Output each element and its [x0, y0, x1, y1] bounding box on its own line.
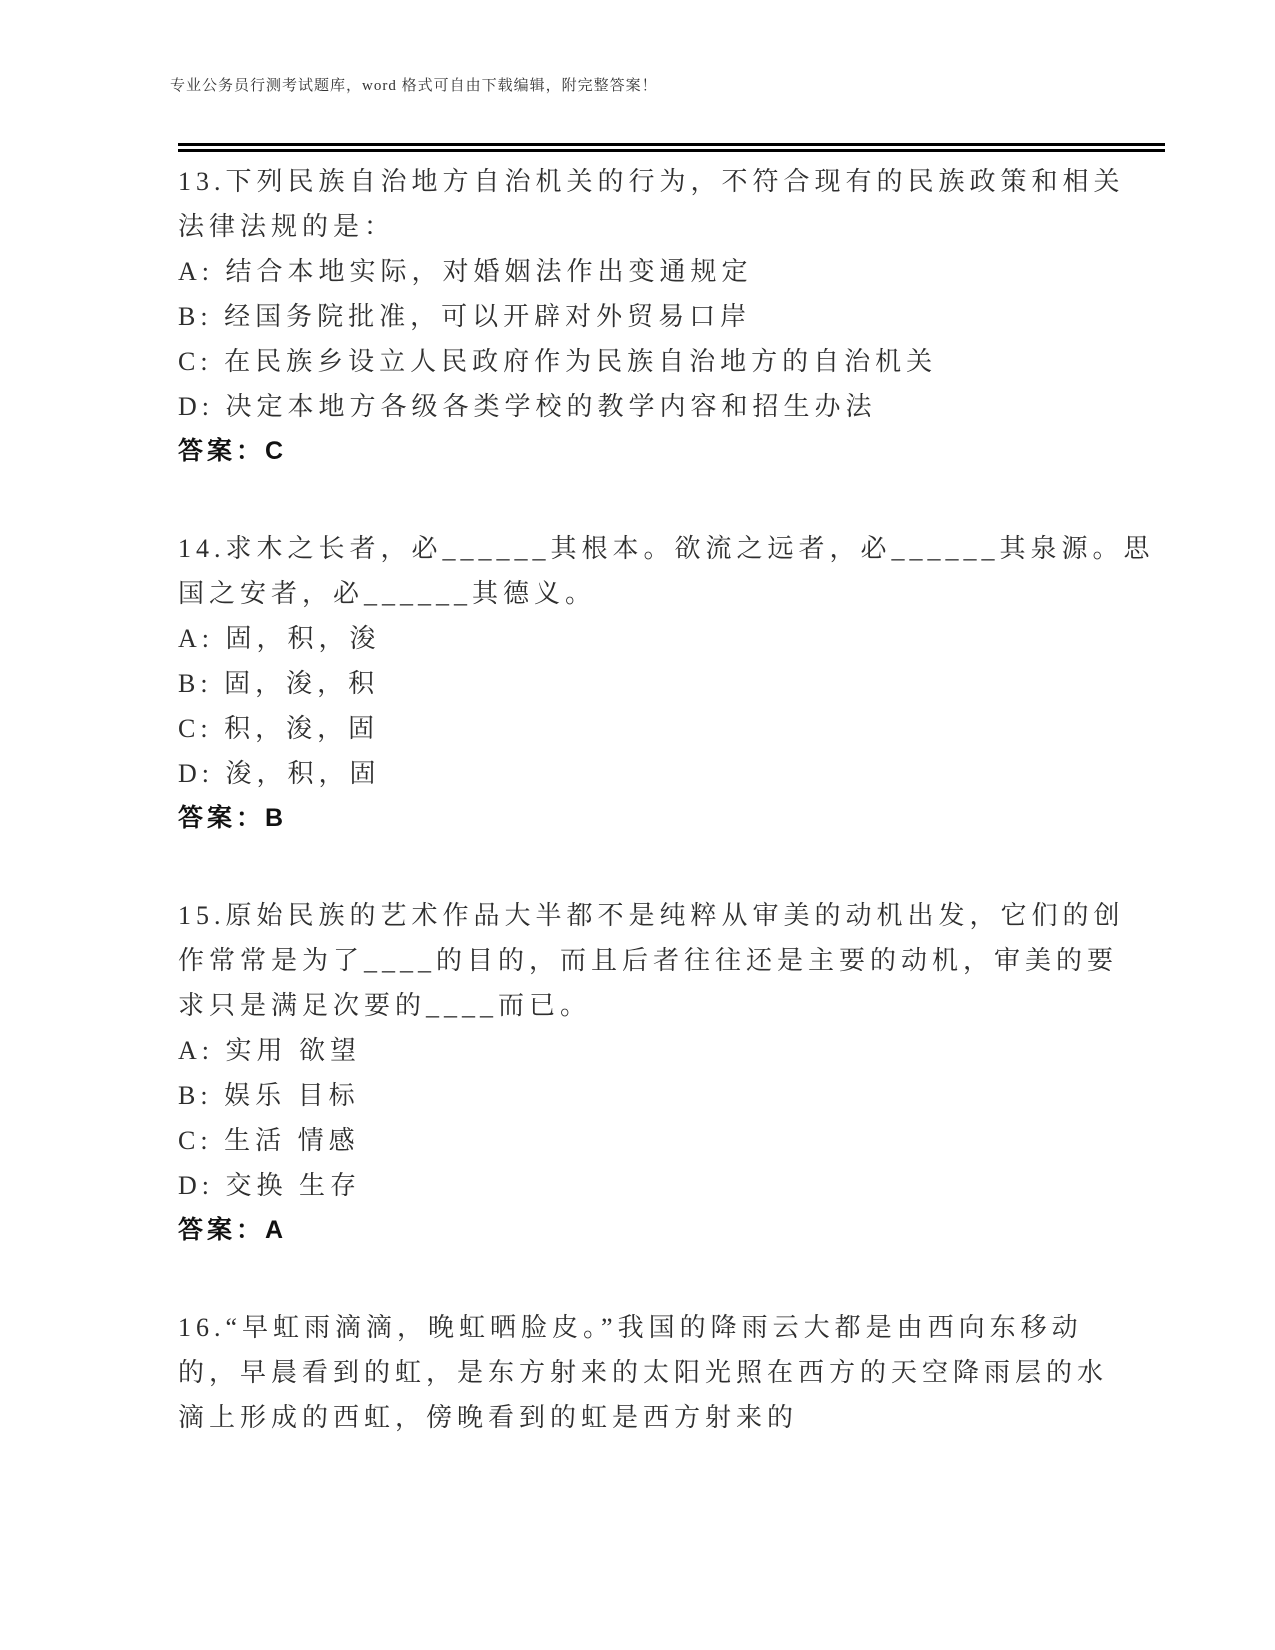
question-14: [178, 526, 1165, 841]
question-15-option-a: A: 实用 欲望: [178, 1036, 362, 1065]
question-14-option-b: B: 固，浚，积: [178, 669, 380, 698]
question-15-answer: 答案：A: [178, 1216, 288, 1244]
question-14-option-a: A: 固，积，浚: [178, 624, 381, 653]
question-16-text-line-2: 的，早晨看到的虹，是东方射来的太阳光照在西方的天空降雨层的水: [178, 1358, 1109, 1387]
question-16-text-line-1: 16.“早虹雨滴滴，晚虹晒脸皮。”我国的降雨云大都是由西向东移动: [178, 1313, 1083, 1342]
question-14-option-c: C: 积，浚，固: [178, 714, 380, 743]
header-divider-bottom-line: [178, 149, 1165, 152]
question-15-option-d: D: 交换 生存: [178, 1171, 362, 1200]
question-14-text-line-2: 国之安者，必______其德义。: [178, 579, 597, 608]
question-13-option-c: C: 在民族乡设立人民政府作为民族自治地方的自治机关: [178, 347, 938, 376]
question-15-text-line-3: 求只是满足次要的____而已。: [178, 991, 592, 1020]
question-15: [178, 893, 1165, 1253]
question-15-option-c: C: 生活 情感: [178, 1126, 360, 1155]
question-13-option-b: B: 经国务院批准，可以开辟对外贸易口岸: [178, 302, 752, 331]
page-header: [170, 76, 1165, 152]
question-13-answer: 答案：C: [178, 437, 288, 465]
question-13-text-line-1: 13.下列民族自治地方自治机关的行为，不符合现有的民族政策和相关: [178, 167, 1125, 196]
question-13-option-a: A: 结合本地实际，对婚姻法作出变通规定: [178, 257, 753, 286]
question-14-answer: 答案：B: [178, 804, 288, 832]
questions-list: [178, 159, 1165, 1440]
question-13-text-line-2: 法律法规的是：: [178, 212, 396, 241]
question-14-option-d: D: 浚，积，固: [178, 759, 381, 788]
question-16-text-line-3: 滴上形成的西虹，傍晚看到的虹是西方射来的: [178, 1403, 799, 1432]
question-15-option-b: B: 娱乐 目标: [178, 1081, 360, 1110]
header-notice: 专业公务员行测考试题库，word 格式可自由下载编辑，附完整答案！: [170, 78, 658, 94]
question-14-text-line-1: 14.求木之长者，必______其根本。欲流之远者，必______其泉源。思: [178, 534, 1155, 563]
question-15-text-line-1: 15.原始民族的艺术作品大半都不是纯粹从审美的动机出发，它们的创: [178, 901, 1125, 930]
question-13-option-d: D: 决定本地方各级各类学校的教学内容和招生办法: [178, 392, 877, 421]
header-divider: [178, 143, 1165, 152]
question-13: [178, 159, 1165, 474]
question-16: [178, 1305, 1165, 1440]
question-15-text-line-2: 作常常是为了____的目的，而且后者往往还是主要的动机，审美的要: [178, 946, 1119, 975]
